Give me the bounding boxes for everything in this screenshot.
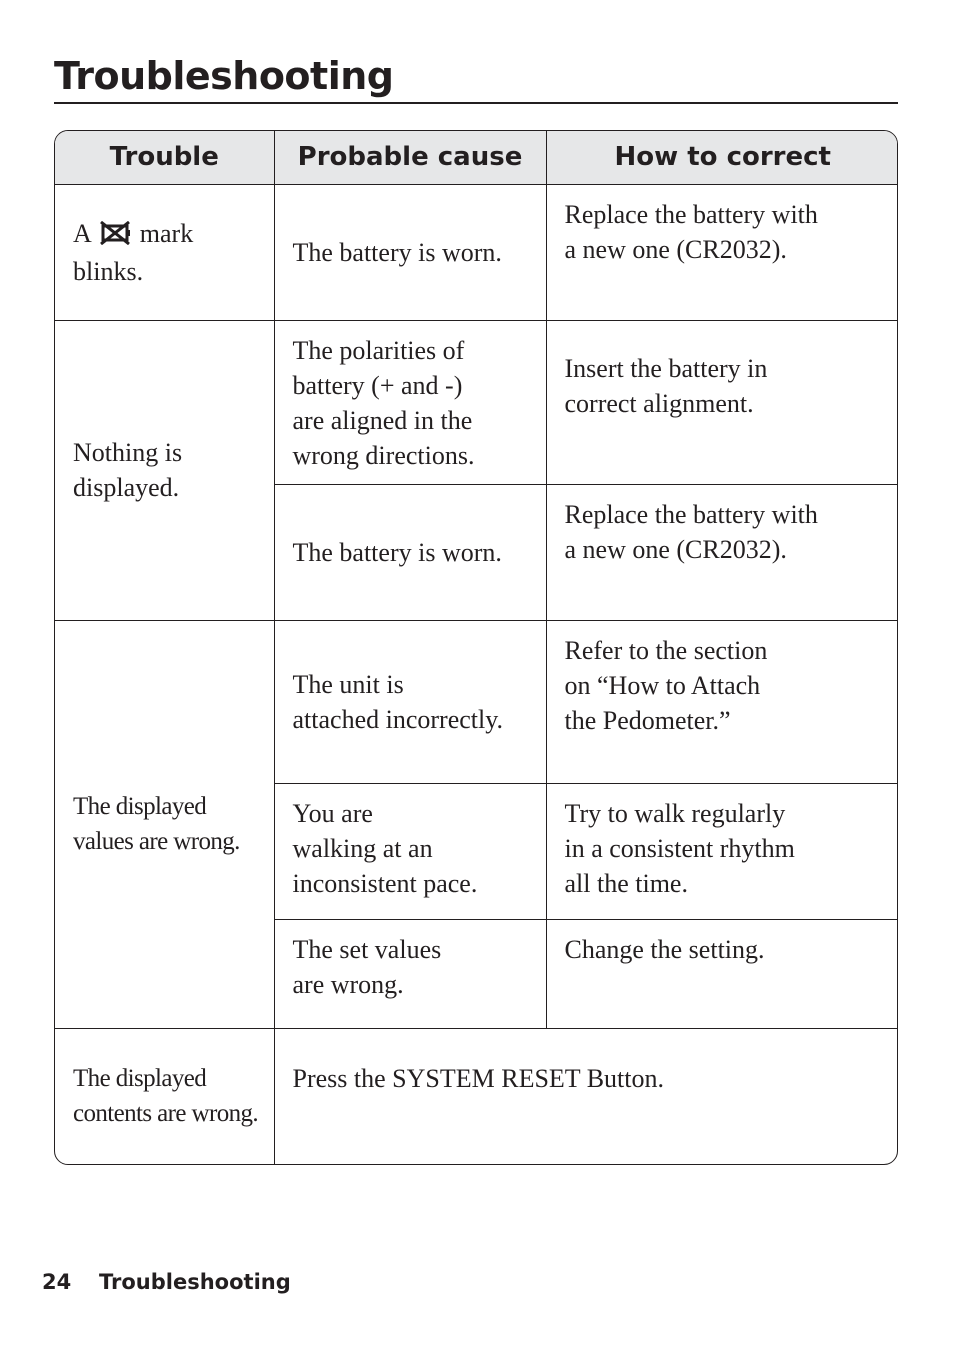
page-title: Troubleshooting: [54, 54, 394, 98]
table-row: [55, 320, 898, 484]
cause-battery-worn: The battery is worn.: [274, 484, 546, 620]
correct-replace-battery: Replace the battery with a new one (CR2032).: [546, 484, 898, 620]
cause-inconsistent-pace: You are walking at an inconsistent pace.: [274, 783, 546, 919]
page-number: 24: [42, 1270, 72, 1294]
troubleshooting-table: [54, 130, 898, 1165]
trouble-mark-blinks: [55, 184, 274, 320]
cause-battery-worn: The battery is worn.: [274, 184, 546, 320]
header-how-to-correct: How to correct: [546, 131, 898, 184]
cause-polarities-wrong: The polarities of battery (+ and -) are aligned in the wrong directions.: [274, 320, 546, 484]
correct-replace-battery: Replace the battery with a new one (CR2032).: [546, 184, 898, 320]
cause-attached-incorrectly: The unit is attached incorrectly.: [274, 620, 546, 783]
table-row: [55, 620, 898, 783]
footer-section-label: Troubleshooting: [99, 1270, 291, 1294]
header-trouble: Trouble: [55, 131, 274, 184]
table-row: [55, 184, 898, 320]
table-row: [55, 1028, 898, 1164]
trouble-nothing-displayed: Nothing is displayed.: [55, 320, 274, 620]
correct-press-reset: Press the SYSTEM RESET Button.: [274, 1028, 898, 1164]
cause-set-values-wrong: The set values are wrong.: [274, 919, 546, 1028]
trouble-prefix: A: [73, 218, 92, 248]
battery-low-icon: [100, 219, 132, 254]
trouble-line2: blinks.: [73, 256, 144, 286]
correct-change-setting: Change the setting.: [546, 919, 898, 1028]
correct-refer-section: Refer to the section on “How to Attach the Pedometer.”: [546, 620, 898, 783]
trouble-values-wrong: The displayed values are wrong.: [55, 620, 274, 1028]
correct-insert-battery: Insert the battery in correct alignment.: [546, 320, 898, 484]
title-underline: [54, 102, 898, 104]
correct-walk-regularly: Try to walk regularly in a consistent rhythm all the time.: [546, 783, 898, 919]
table-header-row: [55, 131, 898, 184]
trouble-suffix: mark: [139, 218, 194, 248]
trouble-contents-wrong: The displayed contents are wrong.: [55, 1028, 274, 1164]
header-probable-cause: Probable cause: [274, 131, 546, 184]
